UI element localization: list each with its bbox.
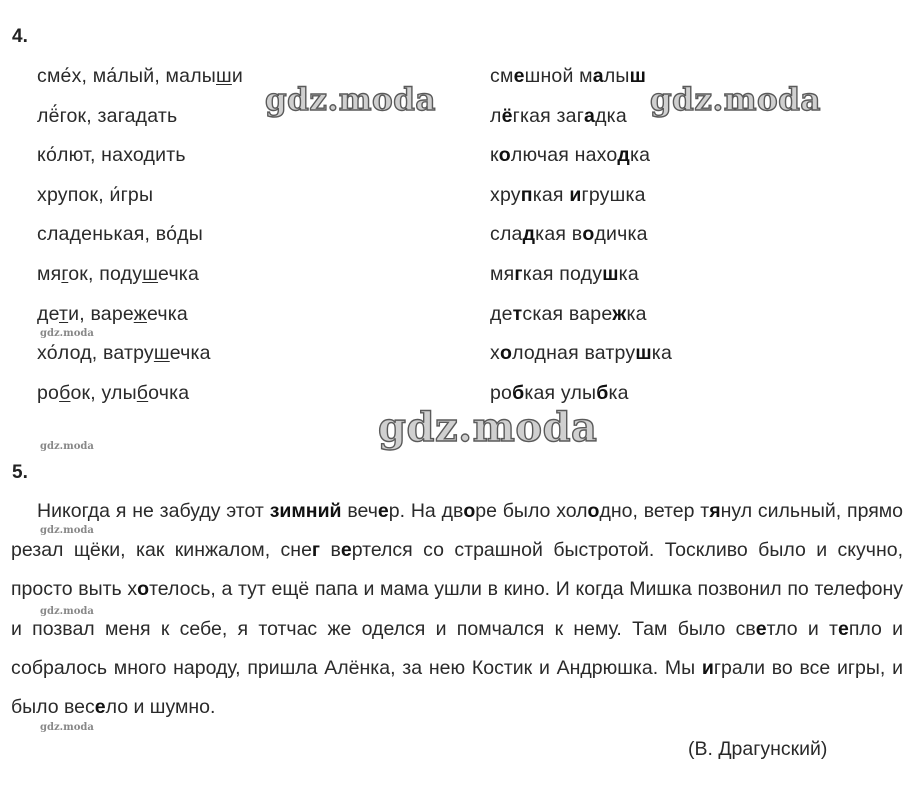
underlined-letter: д [69, 223, 82, 246]
underlined-letter: т [58, 302, 69, 325]
text-segment: енькая, во́ды [81, 223, 203, 246]
text-segment: р. На дв [388, 500, 464, 522]
text-segment: очка [148, 381, 190, 404]
bold-letter: а [584, 104, 596, 127]
bold-letter: и [569, 183, 582, 206]
text-segment: дно, ветер т [599, 500, 710, 522]
text-segment: ская варе [522, 302, 613, 325]
text-segment: ртелся со страшной быстротой. Тоскливо было и скучно, просто выть х [11, 539, 904, 601]
exercise-5-paragraph [11, 492, 903, 727]
text-segment: ать [147, 104, 178, 127]
bold-letter: е [94, 696, 106, 719]
text-segment: Никогда я не забуду этот [37, 500, 270, 522]
word-row-left [37, 176, 457, 216]
word-row-right [490, 295, 910, 335]
word-row-left [37, 334, 457, 374]
text-segment: сме́х, ма́лый, малы [37, 65, 217, 87]
text-segment: ка [618, 262, 639, 285]
bold-letter: о [463, 500, 476, 522]
underlined-letter: д [143, 144, 156, 167]
text-segment: ка [626, 302, 647, 325]
text-segment: сла [490, 223, 523, 246]
word-row-right [490, 176, 910, 216]
text-segment: кая поду [522, 262, 603, 285]
bold-letter: и [701, 656, 714, 679]
text-segment: шной м [524, 65, 593, 87]
text-segment: грали во все игры, и было вес [11, 656, 903, 719]
underlined-letter: ш [153, 342, 170, 365]
text-segment: де [37, 302, 59, 325]
underlined-letter: б [59, 381, 71, 404]
bold-letter: о [582, 223, 595, 246]
watermark-top-right: gdz.moda [650, 82, 821, 118]
watermark-small-5: gdz.moda [40, 722, 94, 733]
bold-letter: о [499, 342, 513, 365]
text-segment: де [490, 302, 513, 325]
bold-letter: д [522, 223, 536, 246]
underlined-letter: б [136, 381, 149, 404]
bold-letter: т [512, 302, 523, 325]
text-segment: ить [155, 144, 186, 167]
watermark-small-4: gdz.moda [40, 606, 94, 617]
watermark-top-left: gdz.moda [265, 82, 436, 118]
text-segment: гкая заг [512, 104, 585, 127]
text-segment: ко́лют, нахо [37, 144, 144, 167]
exercise-5-author: (В. Драгунский) [688, 738, 828, 760]
bold-letter: ш [629, 65, 647, 87]
text-segment: ре было хол [475, 500, 588, 522]
bold-letter: б [596, 381, 609, 404]
text-segment: мя [37, 262, 62, 285]
text-segment: лодная ватру [512, 342, 636, 365]
bold-letter: ш [602, 262, 619, 285]
underlined-letter: г [61, 262, 69, 285]
bold-letter: ж [612, 302, 627, 325]
text-segment: ечка [158, 262, 200, 285]
text-segment: пло и собралось много народу, пришла Алёнка, за нею Костик и Андрюшка. Мы [11, 617, 903, 679]
text-segment: тло и т [766, 617, 838, 640]
bold-letter: ш [635, 342, 652, 365]
bold-letter: о [137, 578, 150, 601]
text-segment: дичка [594, 223, 648, 246]
bold-letter: е [513, 65, 525, 87]
text-segment: см [490, 65, 514, 87]
text-segment: лючая нахо [510, 144, 618, 167]
text-segment: л [490, 104, 502, 127]
bold-letter: о [587, 500, 600, 522]
text-segment: кая улы [524, 381, 597, 404]
watermark-small-3: gdz.moda [40, 525, 94, 536]
text-segment: лё́гок, зага [37, 104, 136, 127]
text-segment: ло и шумно. [105, 696, 216, 719]
text-segment: ок, улы [70, 381, 137, 404]
text-segment: ро [37, 381, 60, 404]
bold-letter: г [311, 539, 321, 562]
text-segment: ро [490, 381, 513, 404]
word-row-left [37, 136, 457, 176]
bold-letter: е [377, 500, 389, 522]
underlined-letter: ш [216, 65, 232, 87]
text-segment: и, варе [68, 302, 134, 325]
text-segment: лы [603, 65, 630, 87]
text-segment: кая [532, 183, 570, 206]
text-segment: ка [629, 144, 651, 167]
bold-letter: зимний [269, 500, 342, 522]
text-segment: х [490, 342, 500, 365]
word-row-right [490, 215, 910, 255]
text-segment: хрупок, и́гры [37, 183, 154, 206]
underlined-letter: д [135, 104, 148, 127]
bold-letter: д [617, 144, 630, 167]
word-row-left [37, 215, 457, 255]
exercise-4-number: 4. [12, 26, 28, 47]
bold-letter: е [837, 617, 849, 640]
word-row-left [37, 255, 457, 295]
text-segment: хо́лод, ватру [37, 342, 154, 365]
text-segment: ок, поду [68, 262, 143, 285]
bold-letter: я [709, 500, 721, 522]
text-segment: ечка [146, 302, 188, 325]
text-segment: к [490, 144, 499, 167]
word-row-right [490, 136, 910, 176]
text-segment: телось, а тут ещё папа и мама ушли в кино. И когда Мишка позвонил по телефону и позвал меня к себе, я тотчас же оделся и помчался к нему. Там было св [11, 578, 904, 640]
watermark-small-2: gdz.moda [40, 441, 94, 452]
bold-letter: е [755, 617, 767, 640]
bold-letter: а [592, 65, 604, 87]
word-row-left [37, 295, 457, 335]
text-segment: ечка [169, 342, 211, 365]
underlined-letter: ш [142, 262, 159, 285]
underlined-letter: ж [133, 302, 147, 325]
text-segment: в [320, 539, 341, 562]
bold-letter: г [514, 262, 523, 285]
text-segment: ка [608, 381, 629, 404]
text-segment: кая в [535, 223, 583, 246]
word-row-right [490, 255, 910, 295]
bold-letter: п [520, 183, 533, 206]
bold-letter: ё [501, 104, 513, 127]
watermark-small-1: gdz.moda [40, 328, 94, 339]
bold-letter: о [498, 144, 511, 167]
text-segment: нул сильный, прямо резал щёки, как кинжалом, сне [11, 500, 904, 562]
text-segment: мя [490, 262, 515, 285]
watermark-center: gdz.moda [378, 404, 598, 451]
word-row-right [490, 334, 910, 374]
text-segment: сла [37, 223, 70, 246]
text-segment: грушка [581, 183, 646, 206]
bold-letter: е [340, 539, 352, 562]
exercise-5-number: 5. [12, 462, 28, 483]
bold-letter: б [512, 381, 525, 404]
text-segment: и [231, 65, 243, 87]
text-segment: ка [651, 342, 673, 365]
text-segment: веч [341, 500, 378, 522]
text-segment: дка [595, 104, 627, 127]
text-segment: хру [490, 183, 521, 206]
